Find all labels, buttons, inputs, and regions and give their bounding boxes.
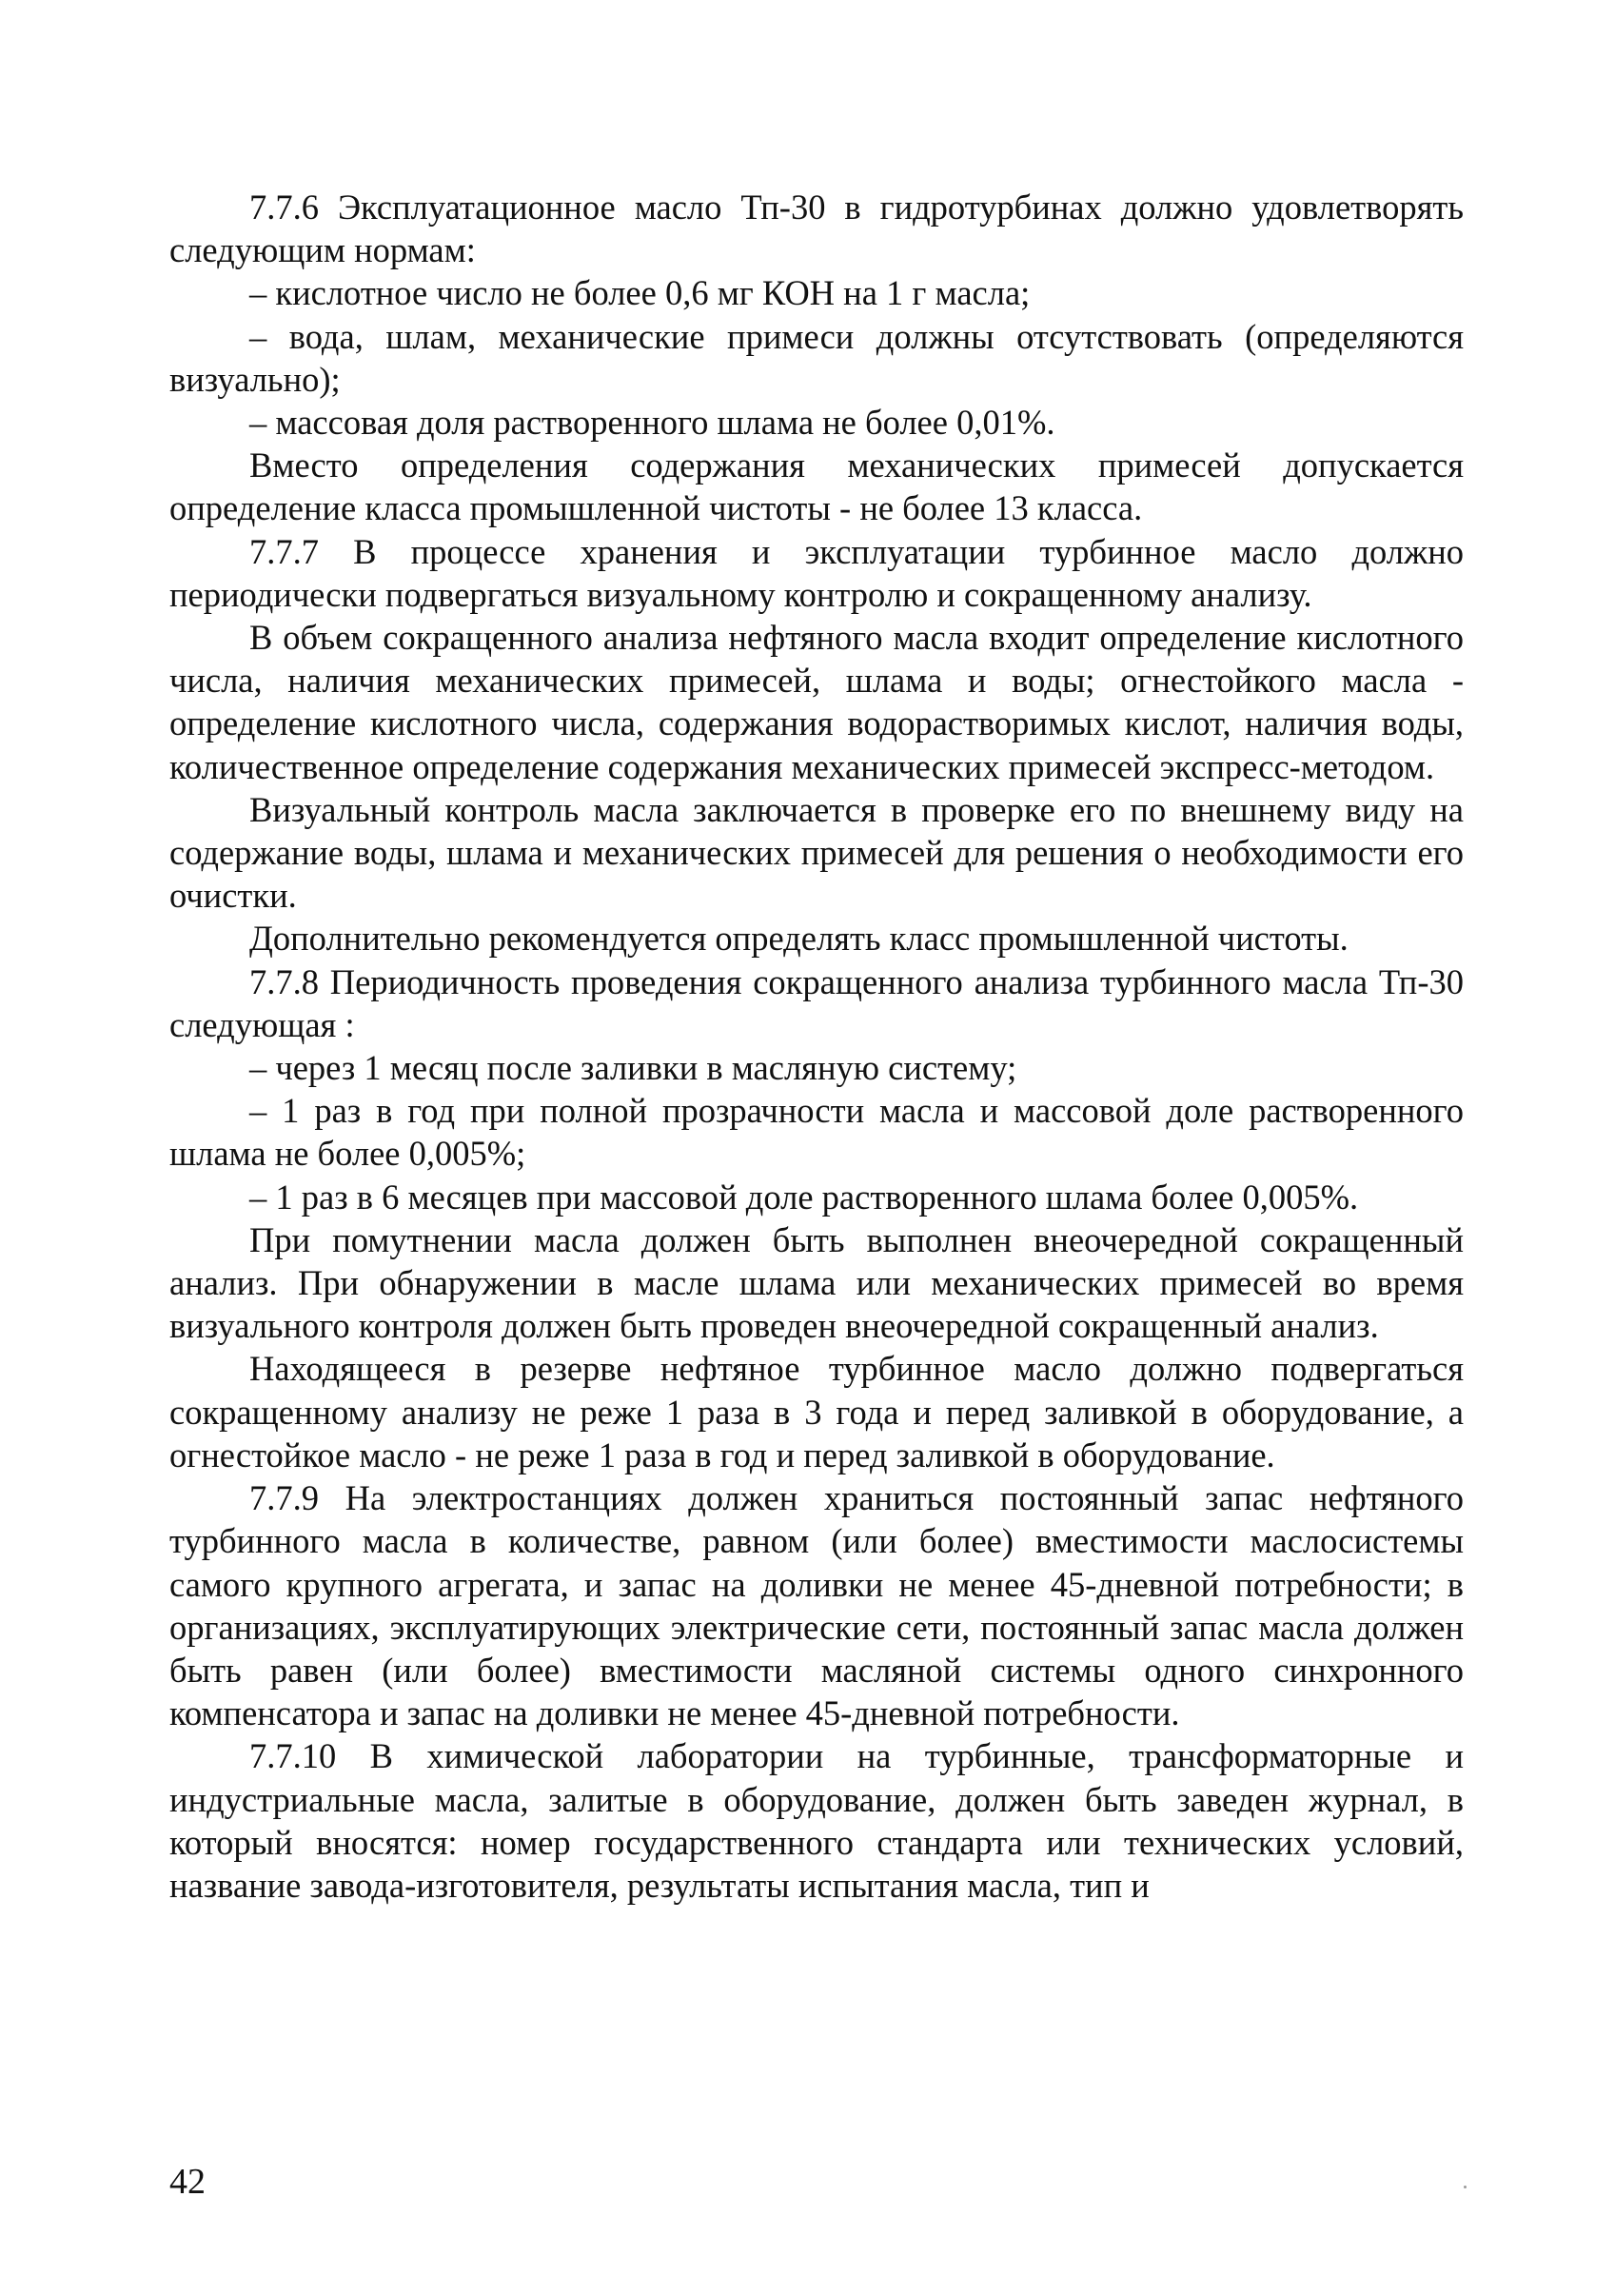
paragraph-7-7-9: 7.7.9 На электростанциях должен храниться постоянный запас нефтяного турбинного масла в количестве, равном (или более) вместимости маслосистемы самого крупного агрегата, и запас на доливки не менее 45-дневной потребности; в организациях, эксплуатирующих электрические сети, постоянный запас масла должен быть равен (или более) вместимости масляной системы одного синхронного компенсатора и запас на доливки не менее 45-дневной потребности. [169, 1478, 1464, 1733]
page-number: 42 [169, 2162, 206, 2202]
paragraph-reserve-oil: Находящееся в резерве нефтяное турбинное масло должно подвергаться сокращенному анализу не реже 1 раза в 3 года и перед заливкой в оборудование, а огнестойкое масло - не реже 1 раза в год и перед заливкой в оборудование. [169, 1349, 1464, 1475]
list-item-six-months: – 1 раз в 6 месяцев при массовой доле растворенного шлама более 0,005%. [249, 1177, 1359, 1217]
paragraph-7-7-10: 7.7.10 В химической лаборатории на турбинные, трансформаторные и индустриальные масла, залитые в оборудование, должен быть заведен журнал, в который вносятся: номер государственного стандарта или технических условий, название завода-изготовителя, результаты испытания масла, тип и [169, 1736, 1464, 1905]
list-item-one-month: – через 1 месяц после заливки в масляную систему; [249, 1048, 1017, 1088]
paragraph-visual-control: Визуальный контроль масла заключается в проверке его по внешнему виду на содержание воды, шлама и механических примесей для решения о необходимости его очистки. [169, 789, 1464, 916]
paragraph-7-7-6: 7.7.6 Эксплуатационное масло Тп-30 в гидротурбинах должно удовлетворять следующим нормам: [169, 188, 1464, 270]
paragraph-7-7-8: 7.7.8 Периодичность проведения сокращенного анализа турбинного масла Тп-30 следующая : [169, 961, 1464, 1044]
list-item-acid-number: – кислотное число не более 0,6 мг КОН на 1 г масла; [249, 273, 1031, 313]
list-item-water-sludge: – вода, шлам, механические примеси должны отсутствовать (определяются визуально); [169, 316, 1464, 399]
paragraph-turbidity: При помутнении масла должен быть выполнен внеочередной сокращенный анализ. При обнаружении в масле шлама или механических примесей во время визуального контроля должен быть проведен внеочередной сокращенный анализ. [169, 1219, 1464, 1346]
paragraph-analysis-scope: В объем сокращенного анализа нефтяного масла входит определение кислотного числа, наличия механических примесей, шлама и воды; огнестойкого масла - определение кислотного числа, содержания водорастворимых кислот, наличия воды, количественное определение содержания механических примесей экспресс-методом. [169, 618, 1464, 786]
paragraph-recommendation: Дополнительно рекомендуется определять класс промышленной чистоты. [249, 919, 1349, 959]
page-body [169, 186, 1464, 1907]
list-item-sludge-fraction: – массовая доля растворенного шлама не более 0,01%. [249, 403, 1055, 443]
paragraph-purity-class: Вместо определения содержания механических примесей допускается определение класса промышленной чистоты - не более 13 класса. [169, 445, 1464, 528]
paragraph-7-7-7: 7.7.7 В процессе хранения и эксплуатации турбинное масло должно периодически подвергаться визуальному контролю и сокращенному анализу. [169, 531, 1464, 614]
list-item-once-a-year: – 1 раз в год при полной прозрачности масла и массовой доле растворенного шлама не более 0,005%; [169, 1091, 1464, 1174]
scan-speck [1464, 2186, 1467, 2188]
